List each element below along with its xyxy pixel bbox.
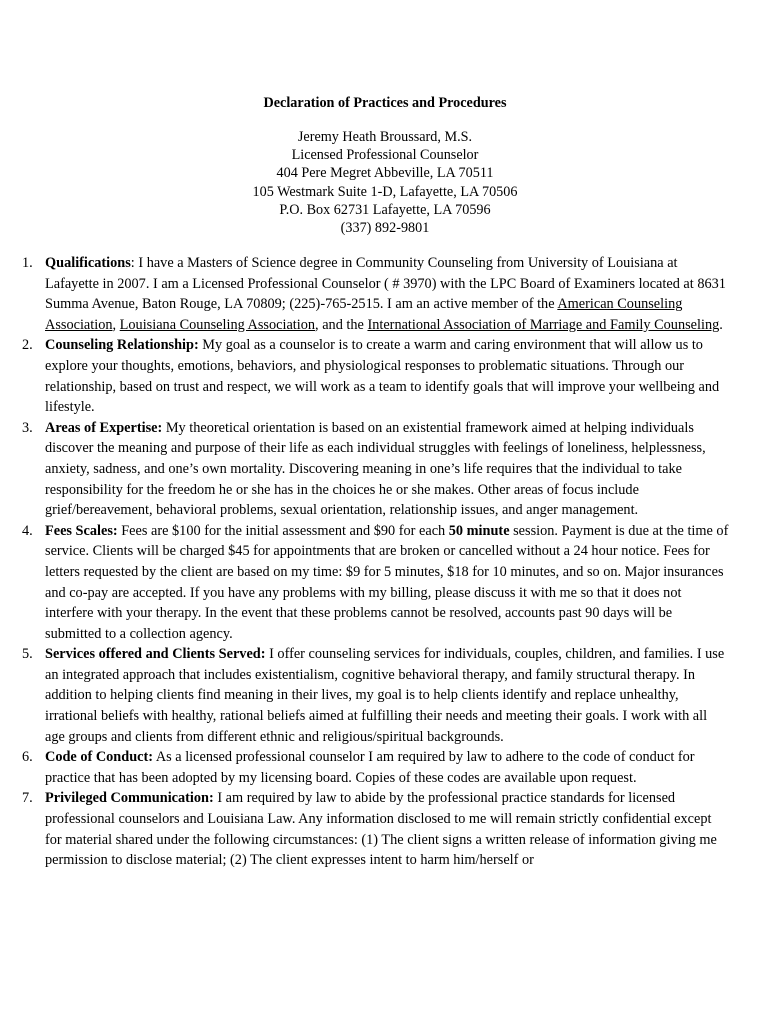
section-text: My goal as a counselor is to create a warm and caring environment that will allow us to explore your thoughts, emotions, behaviors, and physiological responses to problematic situations. Through our relationship, based on trust and respect, we will work as a team to identify goals that will improve your wellbeing and lifestyle. (45, 337, 720, 416)
section-number: 7. (22, 790, 33, 807)
label-suffix: : (130, 255, 135, 271)
section-label: Counseling Relationship: (45, 337, 199, 354)
section-text: , (112, 316, 120, 333)
section-text: I offer counseling services for individuals, couples, children, and families. I use an integrated approach that includes existentialism, cognitive behavioral therapy, and family structural therapy. In addition to helping clients find meaning in their lives, my goal is to help clients identify and replace unhealthy, irrational beliefs with healthy, rational beliefs aimed at fulfilling their needs and meeting their goals. I work with all age groups and clients from different ethnic and religious/spiritual backgrounds. (45, 646, 725, 745)
section-number: 3. (22, 419, 33, 436)
section-fees-scales (0, 521, 730, 645)
counselor-credential: Licensed Professional Counselor (291, 147, 479, 164)
section-number: 2. (22, 337, 33, 354)
link-american-counseling-association[interactable]: American Counseling Association (45, 296, 683, 333)
section-number: 1. (22, 255, 33, 271)
link-louisiana-counseling-association[interactable]: Louisiana Counseling Association (119, 316, 316, 333)
section-label: Fees Scales: (45, 522, 118, 539)
section-text: I am required by law to abide by the professional practice standards for licensed professional counselors and Louisiana Law. Any information disclosed to me will remain strictly confidential except for material shared under the following circumstances: (1) The client signs a written release of information giving me permission to disclose material; (2) The client expresses intent to harm him/herself or (45, 790, 717, 869)
section-number: 4. (22, 522, 33, 539)
session-length-bold: 50 minute (448, 522, 510, 539)
section-text: , and the (315, 316, 368, 333)
section-label: Code of Conduct: (45, 749, 154, 766)
section-privileged-communication (0, 788, 730, 870)
sections-list (0, 253, 770, 871)
section-label: Privileged Communication: (45, 790, 214, 807)
contact-header (0, 128, 770, 237)
section-text: Fees are $100 for the initial assessment and $90 for each (117, 522, 449, 539)
section-label: Services offered and Clients Served: (45, 646, 266, 663)
section-text: I have a Masters of Science degree in Community Counseling from University of Louisiana at Lafayette in 2007. I am a Licensed Professional Counselor ( # 3970) with the LPC Board of Examiners located at 8631 Summa Avenue, Baton Rouge, LA 70809; (225)-765-2515. I am an active member of the (45, 255, 726, 313)
section-text: . (719, 316, 723, 333)
section-number: 6. (22, 749, 33, 766)
address-lafayette: 105 Westmark Suite 1-D, Lafayette, LA 70506 (252, 183, 518, 200)
document-title: Declaration of Practices and Procedures (263, 95, 507, 111)
section-services-offered (0, 644, 730, 747)
section-text: My theoretical orientation is based on an existential framework aimed at helping individuals discover the meaning and purpose of their life as each individual struggles with feelings of loneliness, helplessness, anxiety, sadness, and one’s own mortality. Discovering meaning in one’s life requires that the individual to take responsibility for the freedom he or she has in the choices he or she makes. Other areas of focus include grief/bereavement, behavioral problems, sexual orientation, relationship issues, and anger management. (45, 419, 706, 519)
po-box-address: P.O. Box 62731 Lafayette, LA 70596 (279, 201, 491, 218)
section-number: 5. (22, 646, 33, 663)
section-areas-of-expertise (0, 418, 730, 521)
section-text: session. Payment is due at the time of service. Clients will be charged $45 for appointments that are broken or cancelled without a 24 hour notice. Fees for letters requested by the client are based on my time: $9 for 5 minutes, $18 for 10 minutes, and so on. Major insurances and co-pay are accepted. If you have any problems with my billing, please discuss it with me so that it does not interfere with your therapy. In the event that these problems cannot be resolved, accounts past 90 days will be submitted to a collection agency. (45, 522, 729, 642)
address-abbeville: 404 Pere Megret Abbeville, LA 70511 (276, 165, 494, 182)
section-label: Qualifications (45, 255, 131, 271)
section-qualifications (0, 253, 730, 335)
section-label: Areas of Expertise: (45, 419, 163, 436)
phone-number: (337) 892-9801 (340, 220, 430, 237)
link-iamfc[interactable]: International Association of Marriage and Family Counseling (367, 316, 720, 333)
section-text: As a licensed professional counselor I am required by law to adhere to the code of conduct for practice that has been adopted by my licensing board. Copies of these codes are available upon request. (45, 749, 695, 786)
counselor-name: Jeremy Heath Broussard, M.S. (297, 129, 473, 145)
section-code-of-conduct (0, 747, 730, 788)
section-counseling-relationship (0, 335, 730, 417)
